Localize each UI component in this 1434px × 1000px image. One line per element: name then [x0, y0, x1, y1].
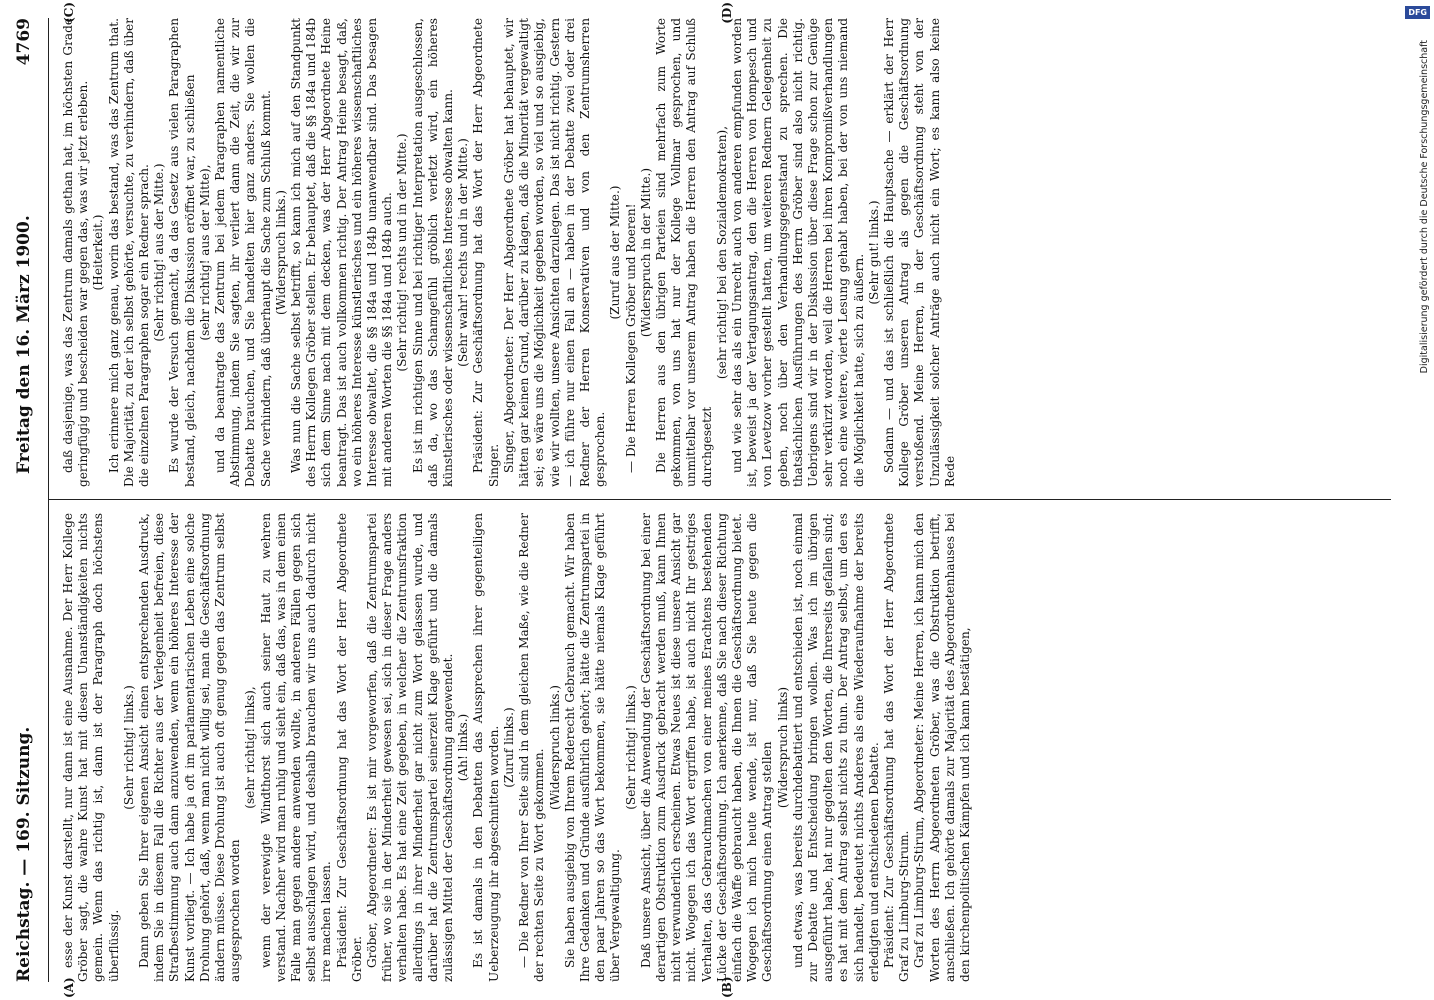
interjection: (Sehr richtig! links.)	[623, 685, 638, 810]
paragraph: Singer, Abgeordneter: Der Herr Abgeordnete Gröber hat behauptet, wir hätten gar keinen Grund, darüber zu klagen, daß die Minorität vergewaltigt sei; es wäre uns die Möglichkeit gegeben worden, so viel und so ausgiebig, wie wir wollten, unsere Ansichten darzulegen. Das ist nicht richtig. Gestern — ich führe nur einen Fall an — haben in der Debatte zwei oder drei Redner der Herren Konservativen und von den Zentrumsherren gesprochen.	[501, 18, 608, 487]
interjection: (Widerspruch links.)	[273, 189, 288, 316]
paragraph: Es wurde der Versuch gemacht, da das Gesetz aus vielen Paragraphen bestand, gleich, nachdem die Diskussion eröffnet war, zu schließen	[167, 18, 197, 487]
paragraph: Ich erinnere mich ganz genau, worin das bestand, was das Zentrum that. Die Majorität, zu der ich selbst gehörte, versuchte, zu verhindern, daß über die einzelnen Paragraphen sogar ein Redner sprach.	[106, 18, 152, 487]
paragraph: daß dasjenige, was das Zentrum damals gethan hat, im höchsten Grade geringfügig und bescheiden war gegen das, was wir jetzt erleben.	[61, 18, 91, 487]
paragraph: Dann geben Sie Ihrer eigenen Ansicht einen entsprechenden Ausdruck, indem Sie in diesem Fall die Richter aus der Verlegenheit befreien, diese Strafbestimmung auch dann anzuwenden, wenn ein höheres Interesse der Kunst vorliegt. — Ich habe ja oft im parlamentarischen Leben eine solche Drohung gehört, daß, wenn man nicht willig sei, man die Geschäftsordnung ändern müsse. Diese Drohung ist auch oft genug gegen das Zentrum selbst ausgesprochen worden	[137, 513, 243, 982]
columns	[49, 18, 1391, 982]
dfg-logo: DFG	[1405, 6, 1430, 19]
interjection: (sehr richtig! bei den Sozialdemokraten),	[714, 125, 729, 380]
column-left	[61, 513, 1391, 982]
interjection: (Zuruf links.)	[501, 707, 516, 788]
interjection: (Sehr wahr! rechts und in der Mitte.)	[456, 138, 471, 367]
paragraph: Präsident: Zur Geschäftsordnung hat das Wort der Herr Abgeordnete Singer.	[471, 18, 501, 487]
paragraph: — Die Redner von Ihrer Seite sind in dem gleichen Maße, wie die Redner der rechten Seite zu Wort gekommen.	[517, 513, 547, 982]
paragraph: und etwas, was bereits durchdebattiert und entschieden ist, noch einmal zur Debatte und Entscheidung bringen wollen. Was ich im übrigen ausgeführt habe, hat nur gegolten den Worten, die Ihrerseits gefallen sind; es hat mit dem Antrag selbst nichts zu thun. Der Antrag selbst, um den es sich handelt, bedeutet nichts Anderes als eine Wiederaufnahme der bereits erledigten und entschiedenen Debatte.	[790, 513, 881, 982]
interjection: (Sehr richtig! rechts und in der Mitte.)	[395, 133, 410, 372]
header-right-title: Freitag den 16. März 1900.	[14, 215, 34, 474]
interjection: (sehr richtig! aus der Mitte),	[197, 164, 212, 341]
paragraph: esse der Kunst darstellt, nur dann ist eine Ausnahme. Der Herr Kollege Gröber sagt, die wahre Kunst hat mit diesen Unanständigkeiten nichts gemein. Wenn das richtig ist, dann ist der Paragraph doch höchstens überflüssig.	[61, 513, 121, 982]
interjection: (Ah! links.)	[456, 713, 471, 782]
header-left-title: Reichstag. — 169. Sitzung.	[14, 726, 34, 982]
paragraph: Graf zu Limburg-Stirum, Abgeordneter: Meine Herren, ich kann mich den Worten des Herrn Abgeordneten Gröber, was die Obstruktion betrifft, anschließen. Ich gehörte damals zur Majorität des Abgeordnetenhauses bei den kirchenpolitischen Kämpfen und ich kann bestätigen,	[912, 513, 972, 982]
paragraph: Es ist im richtigen Sinne und bei richtiger Interpretation ausgeschlossen, daß da, wo das Schamgefühl gröblich verletzt wird, ein höheres künstlerisches oder wissenschaftliches Interesse obwalten kann.	[410, 18, 456, 487]
paragraph: Sodann — und das ist schließlich die Hauptsache — erklärt der Herr Kollege Gröber unseren Antrag als gegen die Geschäftsordnung verstoßend. Meine Herren, in der Geschäftsordnung steht von der Unzulässigkeit solcher Anträge auch nicht ein Wort; es kann also keine Rede	[881, 18, 957, 487]
interjection: (Sehr gut! links.)	[866, 200, 881, 305]
paragraph: Die Herren aus den übrigen Parteien sind mehrfach zum Worte gekommen, von uns hat nur der Kollege Vollmar gesprochen, und unmittelbar vor unserem Antrag haben die Herren den Antrag auf Schluß durchgesetzt	[653, 18, 714, 487]
margin-marker-a: (A)	[62, 977, 76, 998]
paragraph: und wie sehr das als ein Unrecht auch von anderen empfunden worden ist, beweist ja der Vertagungsantrag, den die Herren von Hompesch und von Levetzow vorher gestellt hatten, um weiteren Rednern Gelegenheit zu geben, noch über den Verhandlungsgegenstand zu sprechen. Die thatsächlichen Ausführungen des Herrn Gröber sind also nicht richtig. Uebrigens sind wir in der Diskussion über diese Frage schon zur Genüge sehr verkürzt worden, weil die Herren bei ihren Kompromißverhandlungen noch eine weitere, vierte Lesung gehabt haben, bei der von uns niemand die Möglichkeit hatte, sich zu äußern.	[729, 18, 866, 487]
column-right	[61, 18, 1391, 487]
interjection: (Widerspruch links.)	[547, 684, 562, 811]
paragraph: Es ist damals in den Debatten das Aussprechen ihrer gegenteiligen Ueberzeugung ihr abgeschnitten worden.	[471, 513, 501, 982]
paragraph: Daß unsere Ansicht, über die Anwendung der Geschäftsordnung bei einer derartigen Obstruktion zum Ausdruck gebracht werden muß, kann Ihnen nicht verwunderlich erscheinen. Etwas Neues ist diese unsere Ansicht gar nicht. Wogegen ich das Wort ergriffen habe, ist auch nicht Ihr gestriges Verhalten, das Gebrauchmachen von einer meines Erachtens bestehenden Lücke der Geschäftsordnung. Ich anerkenne, daß Sie nach dieser Richtung einfach die Waffe gebraucht haben, die Ihnen die Geschäftsordnung bietet. Wogegen ich mich heute wende, ist nur, daß Sie heute gegen die Geschäftsordnung einen Antrag stellen	[638, 513, 775, 982]
interjection: (Widerspruch in der Mitte.)	[638, 167, 653, 338]
column-divider	[49, 499, 1391, 500]
paragraph: wenn der verewigte Windthorst sich auch seiner Haut zu wehren verstand. Nachher wird man ruhig und sieht ein, daß das, was in dem einen Falle man gegen andere anwenden wollte, in anderen Fällen gegen sich selbst ausschlagen wird, und deshalb brauchen wir uns auch dadurch nicht irre machen lassen.	[258, 513, 334, 982]
digitization-note: Digitalisierung gefördert durch die Deutsche Forschungsgemeinschaft	[1419, 40, 1430, 374]
paragraph: Präsident: Zur Geschäftsordnung hat das Wort der Herr Abgeordnete Gröber.	[334, 513, 364, 982]
margin-marker-b: (B)	[720, 976, 734, 998]
margin-marker-d: (D)	[720, 2, 734, 24]
interjection: (sehr richtig! links),	[243, 686, 258, 809]
paragraph: Sie haben ausgiebig von Ihrem Rederecht Gebrauch gemacht. Wir haben Ihre Gedanken und Gründe ausführlich gehört; hätte die Zentrumspartei in den paar Jahren so das Wort bekommen, sie hätte niemals Klage geführt über Vergewaltigung.	[562, 513, 623, 982]
paragraph: Präsident: Zur Geschäftsordnung hat das Wort der Herr Abgeordnete Graf zu Limburg-Stirum.	[881, 513, 912, 982]
paragraph: und da beantragte das Zentrum bei jedem Paragraphen namentliche Abstimmung, indem Sie sagten, ihr verliert dann die Zeit, die wir zur Debatte brauchen, und Sie handelten hier ganz anders. Sie wollen die Sache verhindern, daß überhaupt die Sache zum Schluß kommt.	[213, 18, 273, 487]
paragraph: Was nun die Sache selbst betrifft, so kann ich mich auf den Standpunkt des Herrn Kollegen Gröber stellen. Er behauptet, daß die §§ 184a und 184b sich dem Sinne nach mit dem decken, was der Herr Abgeordnete Heine beantragt. Das ist auch vollkommen richtig. Der Antrag Heine besagt, daß, wo ein höheres Interesse künstlerisches und ein höheres wissenschaftliches Interesse obwaltet, die §§ 184a und 184b unanwendbar sind. Das besagen mit anderen Worten die §§ 184a und 184b auch.	[289, 18, 395, 487]
interjection: (Widerspruch links)	[775, 686, 790, 809]
paragraph: Gröber, Abgeordneter: Es ist mir vorgeworfen, daß die Zentrumspartei früher, wo sie in der Minderheit gewesen sei, sich in dieser Frage anders verhalten habe. Es hat eine Zeit gegeben, in welcher die Zentrumsfraktion allerdings in ihrer Minderheit gar nicht zum Wort gelassen wurde, und darüber hat die Zentrumspartei seinerzeit Klage geführt und die damals zulässigen Mittel der Geschäftsordnung angewendet.	[365, 513, 456, 982]
interjection: (Sehr richtig! links.)	[121, 685, 136, 810]
interjection: (Sehr richtig! aus der Mitte.)	[152, 163, 167, 342]
page-header	[0, 18, 49, 982]
page-number: 4769	[14, 18, 34, 66]
margin-marker-c: (C)	[62, 2, 76, 23]
interjection: (Heiterkeit.)	[91, 214, 106, 291]
interjection: (Zuruf aus der Mitte.)	[608, 185, 623, 320]
paragraph: — Die Herren Kollegen Gröber und Roeren!	[623, 203, 638, 473]
